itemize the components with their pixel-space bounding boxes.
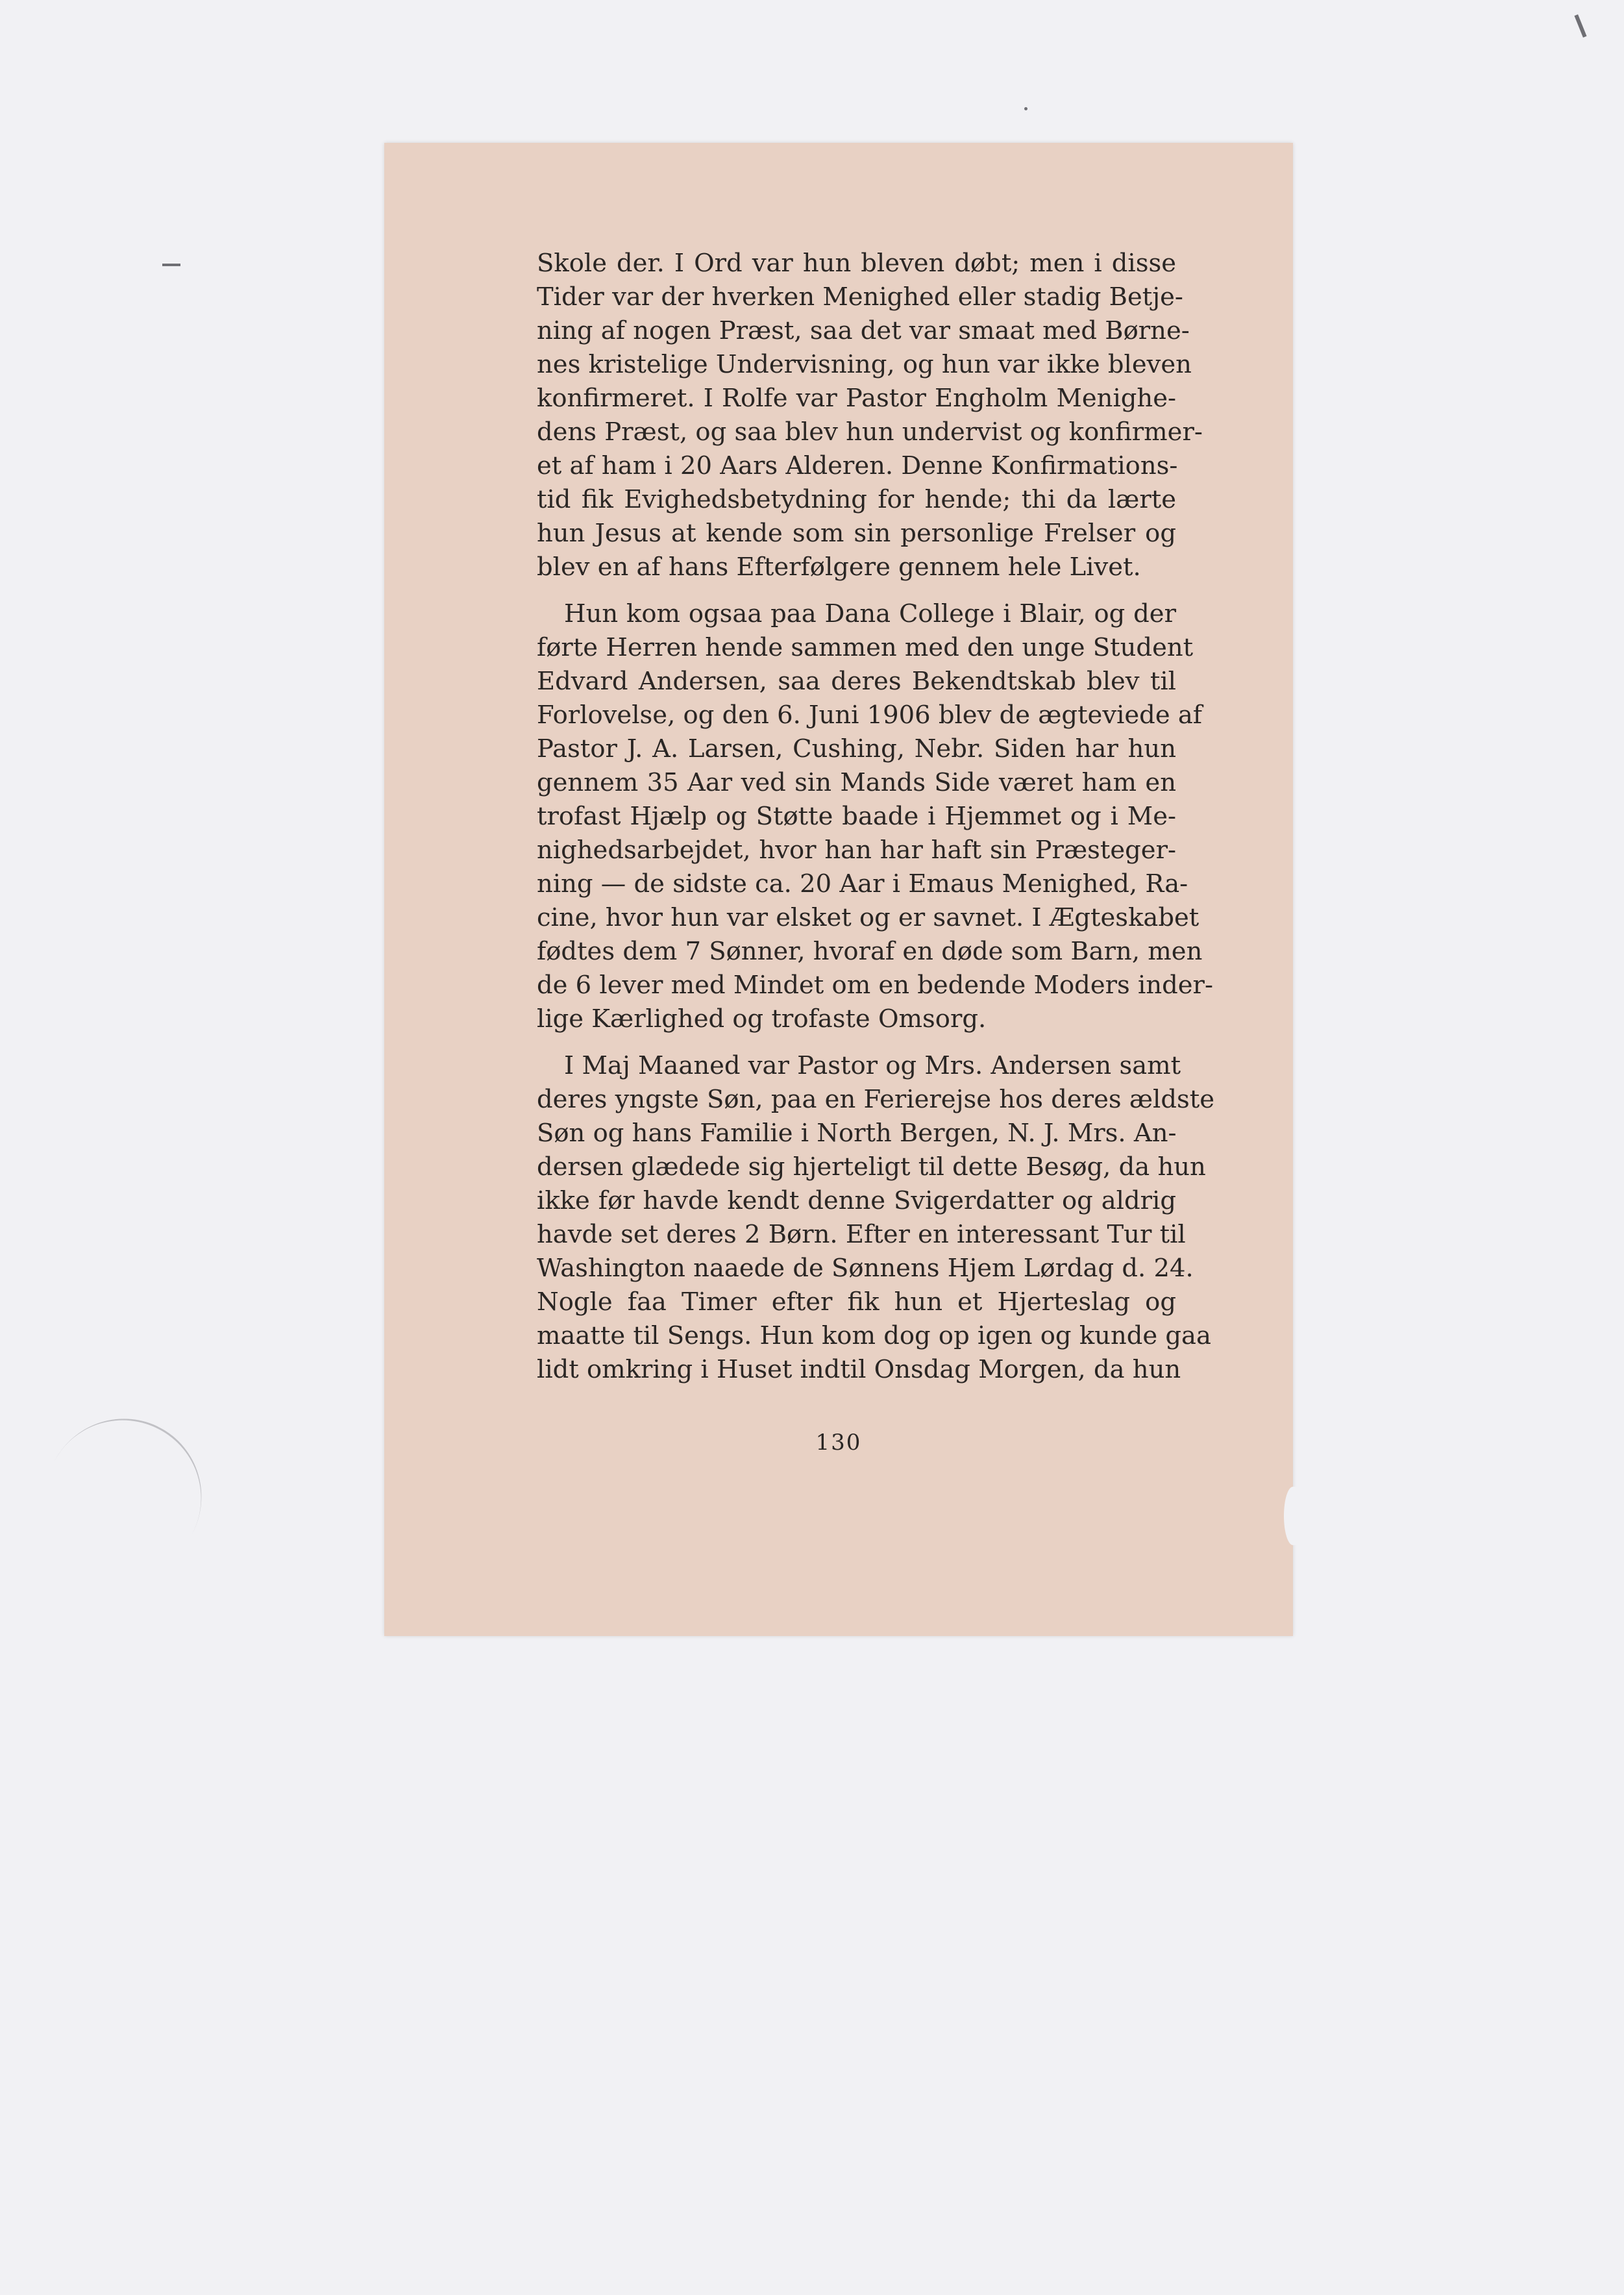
text-line: lidt omkring i Huset indtil Onsdag Morgen, da hun	[537, 1355, 1181, 1384]
text-line: gennem 35 Aar ved sin Mands Side været ham en	[537, 768, 1176, 797]
book-page	[384, 143, 1293, 1636]
scanner-scratch	[18, 1391, 229, 1604]
text-line: Pastor J. A. Larsen, Cushing, Nebr. Siden har hun	[537, 734, 1176, 763]
text-line: Forlovelse, og den 6. Juni 1906 blev de ægteviede af	[537, 701, 1203, 730]
text-line: Hun kom ogsaa paa Dana College i Blair, og der	[564, 599, 1176, 628]
paragraph	[537, 1049, 1215, 1387]
text-line: trofast Hjælp og Støtte baade i Hjemmet og i Me-	[537, 802, 1176, 831]
text-line: maatte til Sengs. Hun kom dog op igen og kunde gaa	[537, 1321, 1211, 1350]
text-line: ikke før havde kendt denne Svigerdatter og aldrig	[537, 1186, 1176, 1215]
text-line: cine, hvor hun var elsket og er savnet. I Ægteskabet	[537, 903, 1200, 932]
paragraph	[537, 247, 1203, 584]
text-line: dens Præst, og saa blev hun undervist og konfirmer-	[537, 417, 1203, 447]
text-line: Washington naaede de Sønnens Hjem Lørdag d. 24.	[537, 1254, 1194, 1283]
text-line: et af ham i 20 Aars Alderen. Denne Konfirmations-	[537, 451, 1178, 480]
text-line: lige Kærlighed og trofaste Omsorg.	[537, 1004, 987, 1034]
text-line: blev en af hans Efterfølgere gennem hele Livet.	[537, 552, 1141, 582]
page-text	[537, 247, 1215, 1400]
text-line: Edvard Andersen, saa deres Bekendtskab blev til	[537, 667, 1176, 696]
text-line: førte Herren hende sammen med den unge Student	[537, 633, 1194, 662]
text-line: I Maj Maaned var Pastor og Mrs. Andersen samt	[564, 1051, 1181, 1080]
text-line: fødtes dem 7 Sønner, hvoraf en døde som Barn, men	[537, 937, 1203, 966]
text-line: dersen glædede sig hjerteligt til dette Besøg, da hun	[537, 1152, 1206, 1182]
text-line: de 6 lever med Mindet om en bedende Moders inder-	[537, 971, 1213, 1000]
scan-dust-mark	[1574, 14, 1586, 38]
text-line: Søn og hans Familie i North Bergen, N. J. Mrs. An-	[537, 1119, 1177, 1148]
text-line: Nogle faa Timer efter fik hun et Hjerteslag og	[537, 1287, 1176, 1317]
page-number: 130	[815, 1430, 862, 1456]
text-line: deres yngste Søn, paa en Ferierejse hos deres ældste	[537, 1085, 1215, 1114]
text-line: hun Jesus at kende som sin personlige Frelser og	[537, 519, 1176, 548]
text-line: Skole der. I Ord var hun bleven døbt; men i disse	[537, 249, 1176, 278]
text-line: ning — de sidste ca. 20 Aar i Emaus Menighed, Ra-	[537, 869, 1188, 899]
text-line: nighedsarbejdet, hvor han har haft sin Præsteger-	[537, 836, 1176, 865]
paragraph	[537, 597, 1213, 1036]
text-line: nes kristelige Undervisning, og hun var ikke bleven	[537, 350, 1192, 379]
text-line: Tider var der hverken Menighed eller stadig Betje-	[537, 282, 1183, 312]
scan-dust-mark	[1024, 107, 1027, 110]
scan-dust-mark	[162, 264, 180, 266]
text-line: ning af nogen Præst, saa det var smaat med Børne-	[537, 316, 1190, 345]
text-line: konfirmeret. I Rolfe var Pastor Engholm Menighe-	[537, 384, 1176, 413]
text-line: tid fik Evighedsbetydning for hende; thi da lærte	[537, 485, 1176, 514]
text-line: havde set deres 2 Børn. Efter en interessant Tur til	[537, 1220, 1186, 1249]
